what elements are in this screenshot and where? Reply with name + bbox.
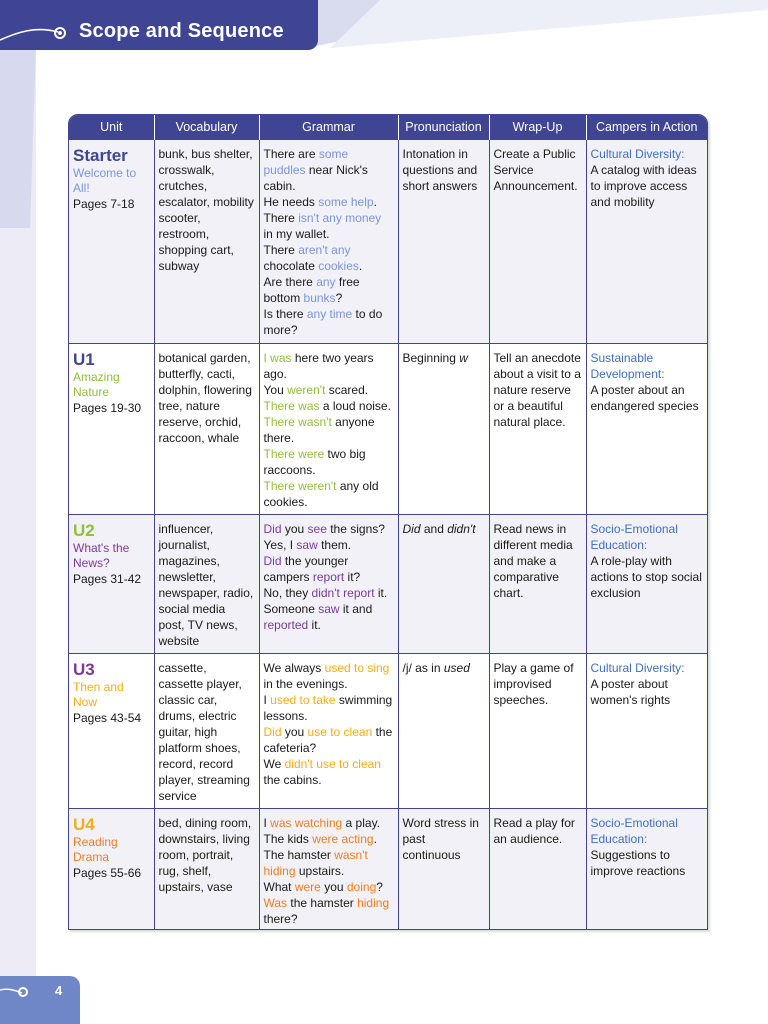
grammar-text: Someone <box>263 602 319 616</box>
grammar-sentence <box>264 210 394 242</box>
grammar-highlight: see <box>307 522 327 536</box>
campers-text: A poster about women's rights <box>590 677 671 707</box>
grammar-text: the hamster <box>287 896 358 910</box>
grammar-text: the cabins. <box>263 773 322 787</box>
pronunciation-cell <box>398 515 489 654</box>
header-vocabulary: Vocabulary <box>154 115 259 140</box>
grammar-text: a play. <box>342 816 381 830</box>
vocabulary-cell: bed, dining room, downstairs, living room, portrait, rug, shelf, upstairs, vase <box>154 809 259 931</box>
grammar-sentence <box>264 815 394 831</box>
grammar-highlight: was watching <box>270 816 343 830</box>
unit-pages: Pages 31-42 <box>73 572 142 586</box>
grammar-highlight: There were <box>263 447 325 461</box>
unit-name: Reading Drama <box>73 835 118 864</box>
unit-pages: Pages 7-18 <box>73 197 135 211</box>
header-pronunciation: Pronunciation <box>398 115 489 140</box>
target-icon <box>18 987 28 997</box>
pronunciation-cell <box>398 344 489 515</box>
grammar-sentence <box>264 756 394 788</box>
vocabulary-cell: bunk, bus shelter, crosswalk, crutches, escalator, mobility scooter, restroom, shopping cart, subway <box>154 140 259 344</box>
campers-title: Cultural Diversity: <box>590 147 685 161</box>
grammar-text: You <box>263 383 288 397</box>
unit-pages: Pages 55-66 <box>73 866 142 880</box>
grammar-highlight: saw <box>318 602 340 616</box>
grammar-highlight: isn't any money <box>298 211 382 225</box>
grammar-sentence <box>264 242 394 274</box>
unit-name: Amazing Nature <box>73 370 120 399</box>
grammar-sentence <box>264 446 394 478</box>
wrap-up-cell: Read a play for an audience. <box>489 809 586 931</box>
grammar-text: I <box>263 693 271 707</box>
grammar-highlight: use to clean <box>307 725 373 739</box>
grammar-highlight: Did <box>263 725 282 739</box>
table-row <box>69 809 707 931</box>
vocabulary-cell: influencer, journalist, magazines, newsletter, newspaper, radio, social media post, TV news, website <box>154 515 259 654</box>
grammar-text: scared. <box>325 383 369 397</box>
campers-title: Cultural Diversity: <box>590 661 685 675</box>
header-campers-in-action: Campers in Action <box>586 115 707 140</box>
pronunciation-text: and <box>420 522 448 536</box>
grammar-text: them. <box>317 538 352 552</box>
grammar-sentence <box>264 879 394 895</box>
campers-text: Suggestions to improve reactions <box>590 848 686 878</box>
grammar-highlight: report <box>312 570 345 584</box>
unit-pages: Pages 19-30 <box>73 401 142 415</box>
unit-code: U4 <box>73 815 95 834</box>
grammar-highlight: bunks <box>303 291 336 305</box>
page-title: Scope and Sequence <box>79 20 284 42</box>
grammar-text: We always <box>263 661 325 675</box>
unit-cell <box>69 344 154 515</box>
table-row <box>69 140 707 344</box>
grammar-text: it and <box>339 602 373 616</box>
grammar-text: He needs <box>263 195 319 209</box>
pronunciation-text: Beginning <box>402 351 460 365</box>
grammar-highlight: weren't <box>287 383 326 397</box>
campers-cell <box>586 654 707 809</box>
campers-cell <box>586 515 707 654</box>
grammar-cell <box>259 140 398 344</box>
grammar-sentence <box>264 194 394 210</box>
grammar-highlight: any time <box>306 307 353 321</box>
grammar-text: the younger campers <box>263 554 349 584</box>
grammar-text: ? <box>335 291 343 305</box>
grammar-text: in my wallet. <box>263 227 330 241</box>
grammar-highlight: used to sing <box>324 661 390 675</box>
header-grammar: Grammar <box>259 115 398 140</box>
grammar-sentence <box>264 660 394 692</box>
pronunciation-cell: Word stress in past continuous <box>398 809 489 931</box>
grammar-text: to do more? <box>263 307 383 337</box>
table-row <box>69 344 707 515</box>
grammar-highlight: wasn't hiding <box>263 848 368 878</box>
grammar-highlight: Did <box>263 554 282 568</box>
unit-cell <box>69 654 154 809</box>
table-header-row <box>69 115 707 140</box>
grammar-text: swimming lessons. <box>263 693 393 723</box>
unit-code: U1 <box>73 350 95 369</box>
campers-text: A role-play with actions to stop social exclusion <box>590 554 702 600</box>
grammar-cell <box>259 654 398 809</box>
grammar-text: Is there <box>263 307 307 321</box>
grammar-highlight: some puddles <box>263 147 349 177</box>
pronunciation-italic: Did <box>402 522 421 536</box>
campers-title: Socio-Emotional Education: <box>590 816 678 846</box>
campers-cell <box>586 809 707 931</box>
grammar-sentence <box>264 601 394 633</box>
wrap-up-cell: Tell an anecdote about a visit to a nature reserve or a beautiful natural place. <box>489 344 586 515</box>
grammar-text: What <box>263 880 295 894</box>
grammar-highlight: didn't report <box>311 586 375 600</box>
grammar-sentence <box>264 306 394 338</box>
grammar-sentence <box>264 274 394 306</box>
grammar-text: chocolate <box>263 259 319 273</box>
pronunciation-text: /j/ as in <box>402 661 444 675</box>
wrap-up-cell: Create a Public Service Announcement. <box>489 140 586 344</box>
grammar-highlight: Was <box>263 896 288 910</box>
unit-cell <box>69 515 154 654</box>
unit-pages: Pages 43-54 <box>73 711 142 725</box>
grammar-highlight: were acting <box>312 832 374 846</box>
unit-name: Then and Now <box>73 680 124 709</box>
wrap-up-cell: Read news in different media and make a comparative chart. <box>489 515 586 654</box>
page-number: 4 <box>55 983 63 998</box>
unit-code: U3 <box>73 660 95 679</box>
grammar-text: free bottom <box>263 275 360 305</box>
unit-name: What's the News? <box>73 541 130 570</box>
grammar-cell <box>259 809 398 931</box>
unit-code: Starter <box>73 146 128 165</box>
grammar-text: I <box>263 816 271 830</box>
grammar-sentence <box>264 146 394 194</box>
grammar-highlight: doing <box>346 880 377 894</box>
grammar-text: upstairs. <box>295 864 345 878</box>
grammar-text: The kids <box>263 832 313 846</box>
grammar-highlight: didn't use to clean <box>284 757 381 771</box>
grammar-highlight: hiding <box>357 896 390 910</box>
header-unit: Unit <box>69 115 154 140</box>
pronunciation-italic: didn't <box>447 522 476 536</box>
grammar-sentence <box>264 414 394 446</box>
grammar-sentence <box>264 831 394 847</box>
campers-text: A poster about an endangered species <box>590 383 699 413</box>
table-row <box>69 654 707 809</box>
grammar-text: it. <box>308 618 321 632</box>
grammar-cell <box>259 344 398 515</box>
table-row <box>69 515 707 654</box>
grammar-sentence <box>264 537 394 553</box>
campers-text: A catalog with ideas to improve access and mobility <box>590 163 697 209</box>
unit-cell <box>69 809 154 931</box>
grammar-text: The hamster <box>263 848 335 862</box>
grammar-text: here two years ago. <box>263 351 374 381</box>
unit-name: Welcome to All! <box>73 166 137 195</box>
grammar-highlight: There wasn't <box>263 415 332 429</box>
pronunciation-cell <box>398 654 489 809</box>
grammar-highlight: were <box>294 880 321 894</box>
grammar-sentence <box>264 382 394 398</box>
unit-cell <box>69 140 154 344</box>
grammar-highlight: There was <box>263 399 320 413</box>
grammar-text: Yes, I <box>263 538 297 552</box>
grammar-cell <box>259 515 398 654</box>
grammar-sentence <box>264 478 394 510</box>
campers-cell <box>586 140 707 344</box>
grammar-text: a loud noise. <box>319 399 391 413</box>
pronunciation-italic: w <box>459 351 468 365</box>
grammar-sentence <box>264 585 394 601</box>
grammar-sentence <box>264 692 394 724</box>
header-wrap-up: Wrap-Up <box>489 115 586 140</box>
pronunciation-italic: used <box>443 661 470 675</box>
grammar-text: the signs? <box>326 522 385 536</box>
grammar-highlight: aren't any <box>298 243 351 257</box>
grammar-sentence <box>264 895 394 927</box>
grammar-text: ? <box>376 880 383 894</box>
grammar-highlight: saw <box>296 538 318 552</box>
wrap-up-cell: Play a game of improvised speeches. <box>489 654 586 809</box>
grammar-text: We <box>263 757 285 771</box>
grammar-text: . <box>373 195 377 209</box>
grammar-highlight: reported <box>263 618 309 632</box>
vocabulary-cell: botanical garden, butterfly, cacti, dolphin, flowering tree, nature reserve, orchid, raccoon, whale <box>154 344 259 515</box>
grammar-text: two big raccoons. <box>263 447 366 477</box>
campers-title: Socio-Emotional Education: <box>590 522 678 552</box>
grammar-highlight: some help <box>318 195 374 209</box>
grammar-text: it? <box>344 570 361 584</box>
grammar-highlight: There weren't <box>263 479 337 493</box>
grammar-text: Are there <box>263 275 317 289</box>
grammar-text: . <box>373 832 377 846</box>
grammar-text: in the evenings. <box>263 677 348 691</box>
grammar-highlight: used to take <box>270 693 336 707</box>
grammar-sentence <box>264 398 394 414</box>
grammar-sentence <box>264 724 394 756</box>
campers-cell <box>586 344 707 515</box>
target-icon <box>54 27 66 39</box>
grammar-highlight: cookies <box>318 259 359 273</box>
grammar-text: There are <box>263 147 319 161</box>
grammar-highlight: I was <box>263 351 292 365</box>
grammar-text: there? <box>263 912 298 926</box>
grammar-text: you <box>281 522 308 536</box>
grammar-text: There <box>263 243 299 257</box>
grammar-sentence <box>264 553 394 585</box>
grammar-text: any old cookies. <box>263 479 379 509</box>
scope-sequence-table <box>68 114 708 930</box>
grammar-sentence <box>264 847 394 879</box>
grammar-highlight: any <box>316 275 336 289</box>
grammar-sentence <box>264 350 394 382</box>
pronunciation-cell: Intonation in questions and short answers <box>398 140 489 344</box>
campers-title: Sustainable Development: <box>590 351 665 381</box>
side-decoration <box>0 48 40 228</box>
grammar-text: you <box>281 725 308 739</box>
grammar-highlight: Did <box>263 522 282 536</box>
grammar-sentence <box>264 521 394 537</box>
grammar-text: anyone there. <box>263 415 375 445</box>
grammar-text: the cafeteria? <box>263 725 393 755</box>
grammar-text: No, they <box>263 586 312 600</box>
grammar-text: you <box>320 880 347 894</box>
grammar-text: There <box>263 211 299 225</box>
vocabulary-cell: cassette, cassette player, classic car, drums, electric guitar, high platform shoes, record, record player, streaming service <box>154 654 259 809</box>
grammar-text: near Nick's cabin. <box>263 163 368 193</box>
unit-code: U2 <box>73 521 95 540</box>
grammar-text: it. <box>374 586 388 600</box>
grammar-text: . <box>358 259 363 273</box>
